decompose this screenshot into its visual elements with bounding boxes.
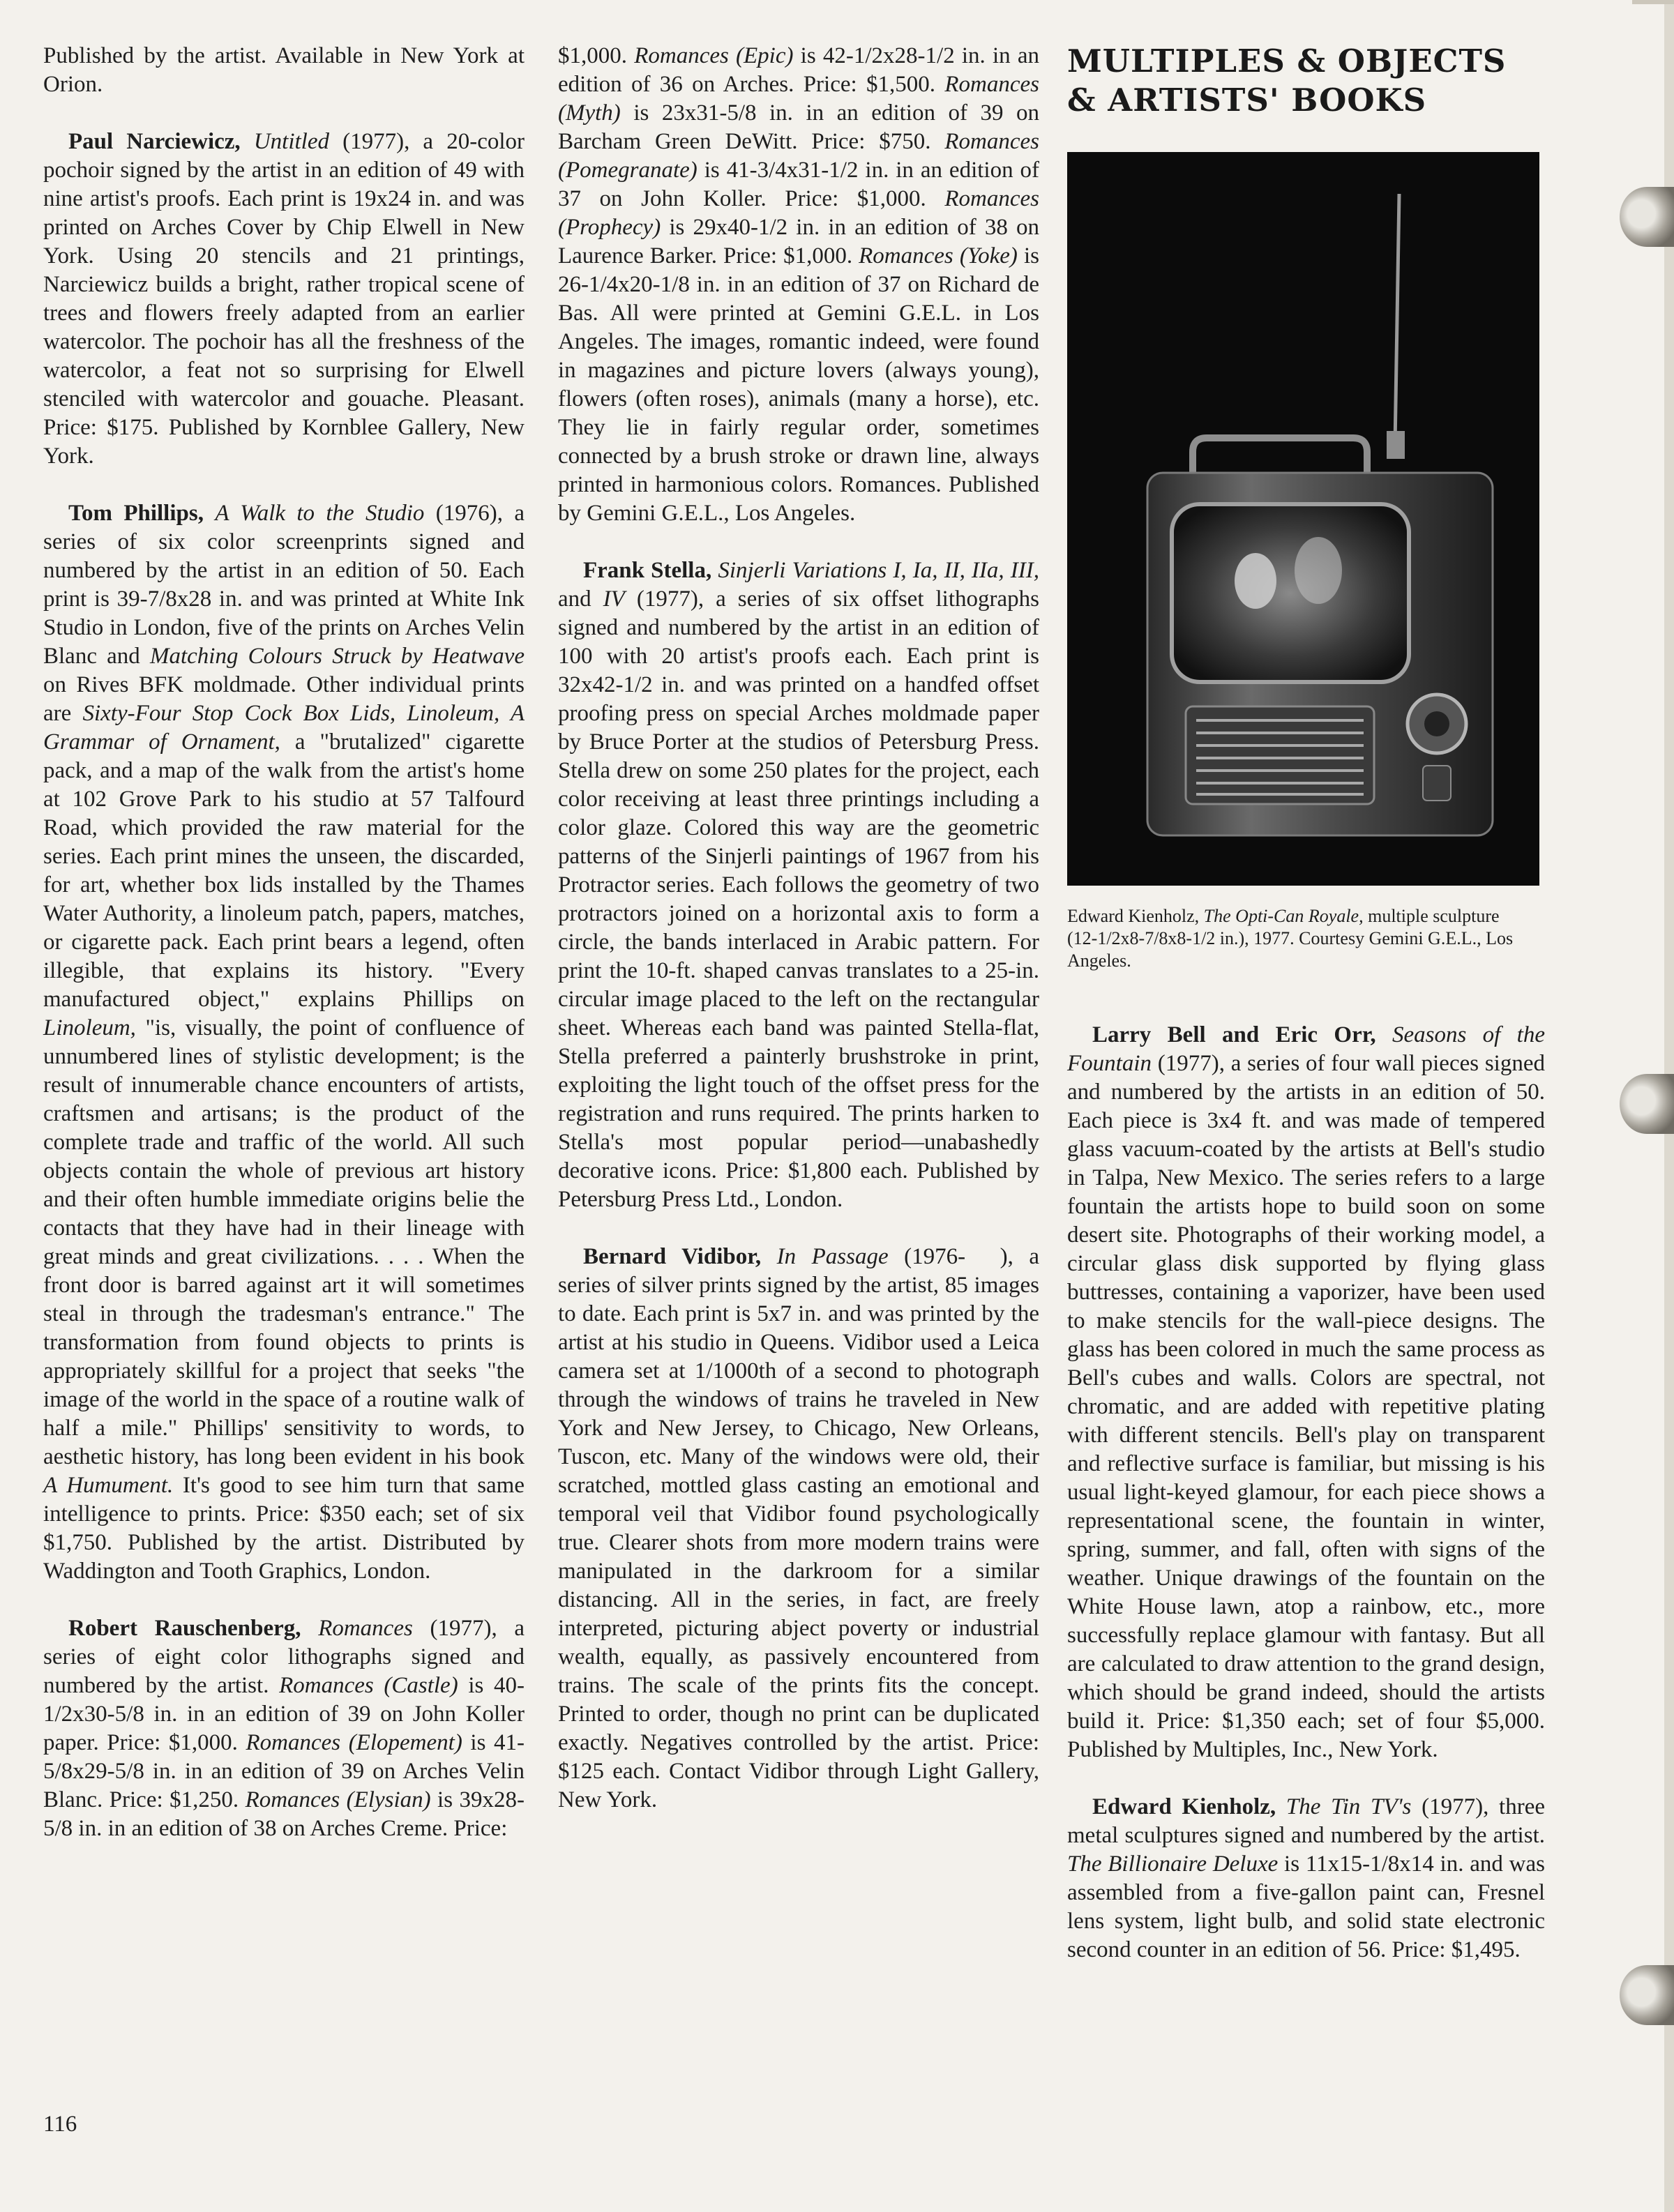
artist-name: Larry Bell and Eric Orr, — [1092, 1022, 1392, 1047]
caption-artist: Edward Kienholz, — [1067, 906, 1204, 926]
work-title: Romances (Elopement) — [246, 1730, 462, 1755]
entry-body: is 26-1/4x20-1/8 in. in an edition of 37 on Richard de Bas. All were printed at Gemini G.E.L. in Los Angeles. The images, romantic indeed, were found in magazines and picture lovers (always young), flowers (often roses), animals (many a horse), etc. They lie in fairly regular order, sometimes connected by a brush stroke or drawn line, always printed in harmonious colors. Romances. Published by Gemini G.E.L., Los Angeles. — [558, 243, 1039, 526]
entry-body: is 29x40-1/2 in. in an edition of 38 on Laurence Barker. Price: $1,000. — [558, 215, 1039, 268]
work-title: Romances — [318, 1616, 413, 1641]
entry-body: is 11x15-1/8x14 in. and was assembled from a five-gallon paint can, Fresnel lens system, light bulb, and solid state electronic second counter in an edition of 56. Price: $1,495. — [1067, 1851, 1545, 1962]
artist-name: Robert Rauschenberg, — [68, 1616, 319, 1641]
artist-name: Frank Stella, — [583, 558, 718, 583]
work-title: A Walk to the Studio — [215, 501, 425, 526]
paragraph-continuation: Published by the artist. Available in New York at Orion. — [43, 43, 525, 97]
entry-body: (1976), a series of six color screenprints signed and numbered by the artist in an edition of 50. Each print is 39-7/8x28 in. and was printed at White Ink Studio in London, five of the prints on Arches Velin Blanc and — [43, 501, 525, 669]
caption-title: The Opti-Can Royale, — [1203, 906, 1364, 926]
work-title: Linoleum, — [43, 1015, 136, 1040]
work-title: In Passage — [776, 1244, 889, 1269]
entry-body: a "brutalized" cigarette pack, and a map of the walk from the artist's home at 102 Grove Park to his studio at 57 Talfourd Road, which provided the raw material for the series. Each print mines the unseen, the discarded, for art, whether box lids installed by the Thames Water Authority, a linoleum patch, papers, matches, or cigarette pack. Each print bears a legend, often illegible, that explains its history. "Every manufactured object," explains Phillips on — [43, 729, 525, 1012]
section-title: MULTIPLES & OBJECTS & ARTISTS' BOOKS — [1067, 43, 1507, 119]
work-title: Sinjerli Variations I, Ia, II, IIa, III, — [718, 558, 1039, 583]
binder-hole — [1620, 1074, 1674, 1134]
artist-name: Bernard Vidibor, — [583, 1244, 777, 1269]
artist-name: Tom Phillips, — [68, 501, 216, 526]
entry-bell-orr — [1067, 1021, 1545, 1764]
work-title: Romances (Castle) — [279, 1673, 458, 1698]
work-title: Sixty-Four Stop Cock Box Lids, Linoleum, A Grammar of Ornament, — [43, 701, 525, 755]
work-title: The Tin TV's — [1285, 1794, 1412, 1819]
tv-sculpture-image — [1067, 152, 1539, 886]
work-title: Romances (Myth) — [558, 72, 1039, 126]
entry-body: (1977), a series of six offset lithographs signed and numbered by the artist in an edition of 100 with 20 artist's proofs each. Each print is 32x42-1/2 in. and was printed on a handfed offset proofing press on special Arches moldmade paper by Bruce Porter at the studios of Petersburg Press. Stella drew on some 250 plates for the project, each color receiving at least three printings including a color glaze. Colored this way are the geometric patterns of the Sinjerli paintings of 1967 from his Protractor series. Each follows the geometry of two protractors joined on a horizontal axis to form a circle, the bands interlaced in Arabic pattern. For print the 10-ft. shaped canvas translates to a 25-in. circular image placed to the left on the rectangular sheet. Whereas each band was painted Stella-flat, Stella preferred a painterly brushstroke in print, exploiting the light touch of the offset press for the registration and runs required. The prints harken to Stella's most popular period—unabashedly decorative icons. Price: $1,800 each. Published by Petersburg Press Ltd., London. — [558, 586, 1039, 1212]
entry-body: "is, visually, the point of confluence of unnumbered lines of stylistic development; is the result of innumerable chance encounters of artists, craftsmen and artisans; is the product of the complete trade and traffic of the world. All such objects contain the whole of previous art history and their often humble immediate origins belie the contacts that they have had in their lineage with great minds and great civilizations. . . . When the front door is barred against art it will sometimes steal in through the tradesman's entrance." The transformation from found objects to prints is appropriately skillful for a project that seeks "the image of the world in the space of a routine walk of half a mile." Phillips' sensitivity to words, to aesthetic history, has long been evident in his book — [43, 1015, 525, 1469]
page-edge-top — [1632, 0, 1674, 4]
entry-body: is 39x28-5/8 in. in an edition of 38 on Arches Creme. Price: — [43, 1787, 525, 1841]
work-title: The Billionaire Deluxe — [1067, 1851, 1279, 1877]
entry-body: is 41-3/4x31-1/2 in. in an edition of 37 on John Koller. Price: $1,000. — [558, 158, 1039, 211]
entry-body: (1977), a series of eight color lithographs signed and numbered by the artist. — [43, 1616, 525, 1698]
entry-body: is 42-1/2x28-1/2 in. in an edition of 36 on Arches. Price: $1,500. — [558, 43, 1040, 97]
entry-kienholz — [1067, 1793, 1545, 1964]
entry-body: is 40-1/2x30-5/8 in. in an edition of 39 on John Koller paper. Price: $1,000. — [43, 1673, 525, 1755]
work-title: Romances (Yoke) — [859, 243, 1018, 268]
entry-body: $1,000. — [558, 43, 635, 68]
work-title: Romances (Epic) — [634, 43, 794, 68]
column-3 — [1067, 42, 1545, 1964]
caption-body: multiple sculpture (12-1/2x8-7/8x8-1/2 in.), 1977. Courtesy Gemini G.E.L., Los Angeles. — [1067, 906, 1514, 971]
column-2 — [558, 42, 1039, 1815]
artist-name: Edward Kienholz, — [1092, 1794, 1286, 1819]
artist-name: Paul Narciewicz, — [68, 129, 254, 154]
column-1 — [43, 42, 525, 1843]
entry-body: (1977), a 20-color pochoir signed by the artist in an edition of 49 with nine artist's proofs. Each print is 19x24 in. and was printed on Arches Cover by Chip Elwell in New York. Using 20 stencils and 21 printings, Narciewicz builds a bright, rather tropical scene of trees and flowers freely adapted from an earlier watercolor. The pochoir has all the freshness of the watercolor, a feat not so surprising for Elwell stenciled with watercolor and gouache. Pleasant. Price: $175. Published by Kornblee Gallery, New York. — [43, 129, 525, 469]
binder-hole — [1620, 187, 1674, 247]
entry-body: is 23x31-5/8 in. in an edition of 39 on Barcham Green DeWitt. Price: $750. — [558, 100, 1039, 154]
entry-body: on Rives BFK moldmade. Other individual prints are — [43, 672, 525, 726]
entry-phillips — [43, 499, 525, 1586]
photo-opti-can-royale — [1067, 152, 1539, 886]
entry-rauschenberg — [43, 1614, 525, 1843]
work-title: Matching Colours Struck by Heatwave — [150, 644, 525, 669]
entry-body: (1977), three metal sculptures signed and numbered by the artist. — [1067, 1794, 1545, 1848]
entry-body: (1976- ), a series of silver prints signed by the artist, 85 images to date. Each print is 5x7 in. and was printed by the artist at his studio in Queens. Vidibor used a Leica camera set at 1/1000th of a second to photograph through the windows of trains he traveled in New York and New Jersey, to Chicago, New Orleans, Tuscon, etc. Many of the windows were old, their scratched, mottled glass casting an emotional and temporal veil that Vidibor found psychologically true. Clearer shots from more modern trains were manipulated in the darkroom for a similar distancing. All in the series, in fact, are freely interpreted, picturing abject poverty or industrial wealth, equally, as passively encountered from trains. The scale of the prints fits the concept. Printed to order, though no print can be duplicated exactly. Negatives controlled by the artist. Price: $125 each. Contact Vidibor through Light Gallery, New York. — [558, 1244, 1039, 1812]
work-title: Untitled — [253, 129, 329, 154]
entry-narciewicz — [43, 128, 525, 471]
page-number: 116 — [43, 2112, 77, 2137]
entry-body: and — [558, 586, 603, 612]
entry-body: It's good to see him turn that same intelligence to prints. Price: $350 each; set of six $1,750. Published by the artist. Distributed by Waddington and Tooth Graphics, London. — [43, 1473, 525, 1584]
entry-vidibor — [558, 1243, 1039, 1815]
binder-hole — [1620, 1965, 1674, 2025]
work-title: Romances (Pomegranate) — [558, 129, 1039, 183]
work-title: Romances (Prophecy) — [558, 186, 1039, 240]
entry-body: (1977), a series of four wall pieces signed and numbered by the artists in an edition of 50. Each piece is 3x4 ft. and was made of tempered glass vacuum-coated by the artists at Bell's studio in Talpa, New Mexico. The series refers to a large fountain the artists hope to build soon on some desert site. Photographs of their working model, a circular glass disk supported by flying glass buttresses, containing a vaporizer, have been used to make stencils for the wall-piece designs. The glass has been colored in much the same process as Bell's cubes and walls. Colors are spectral, not chromatic, and are added with repetitive plating with different stencils. Bell's play on transparent and reflective surface is familiar, but missing is his usual light-keyed glamour, for each piece shows a representational scene, the fountain in winter, spring, summer, and fall, often with signs of the weather. Unique drawings of the fountain on the White House lawn, atop a rainbow, etc., more successfully replace glamour with fantasy. But all are calculated to draw attention to the grand design, which should be grand indeed, should the artists build it. Price: $1,350 each; set of four $5,000. Published by Multiples, Inc., New York. — [1067, 1051, 1545, 1762]
work-title: IV — [603, 586, 625, 612]
entry-stella — [558, 556, 1039, 1214]
work-title: Seasons of the Fountain — [1067, 1022, 1545, 1076]
photo-caption — [1067, 905, 1545, 972]
entry-rauschenberg-continued — [558, 42, 1039, 528]
entry-body: is 41-5/8x29-5/8 in. in an edition of 39 on Arches Velin Blanc. Price: $1,250. — [43, 1730, 525, 1812]
work-title: A Humument. — [43, 1473, 174, 1498]
work-title: Romances (Elysian) — [245, 1787, 431, 1812]
